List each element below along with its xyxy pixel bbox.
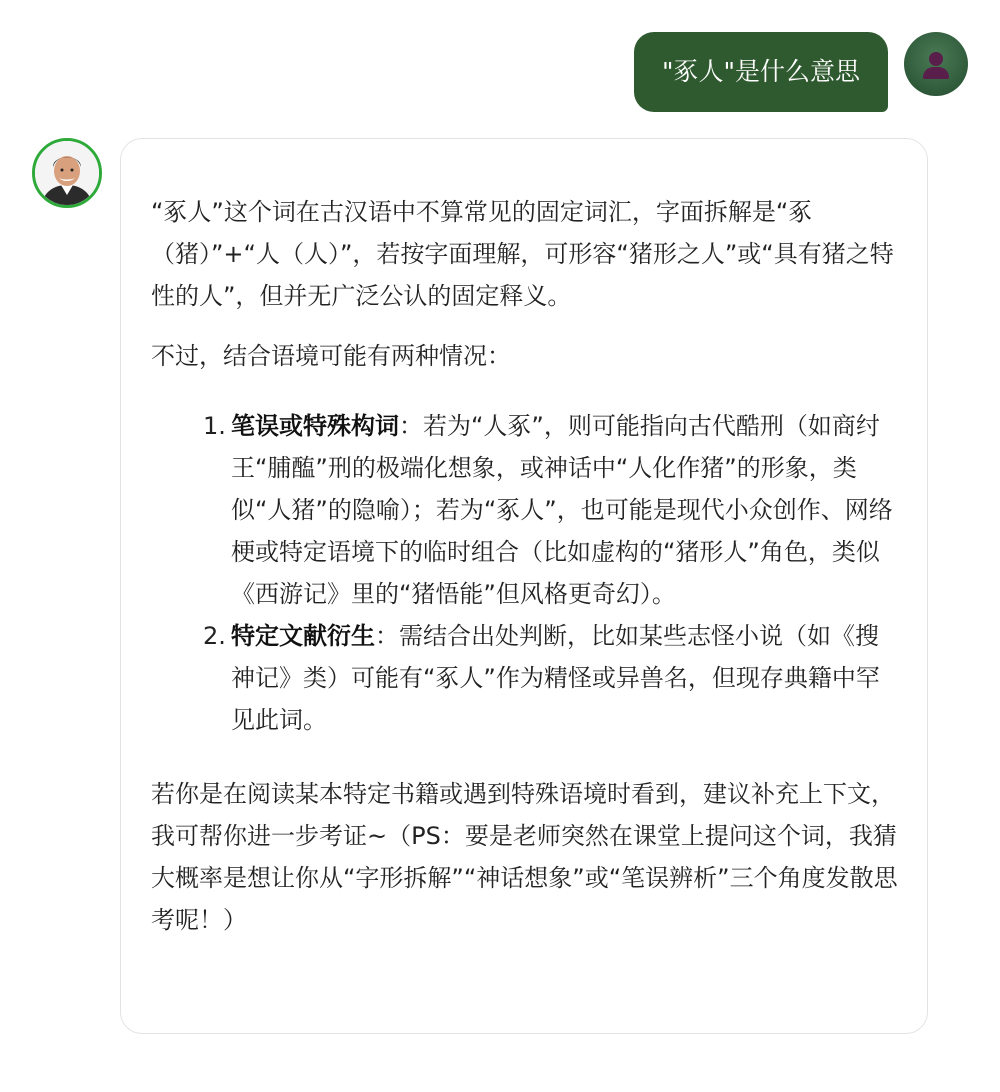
user-avatar-shoulders — [923, 67, 949, 79]
answer-list — [151, 405, 899, 741]
list-item-text: ：若为“人豖”，则可能指向古代酷刑（如商纣王“脯醢”刑的极端化想象，或神话中“人化作猪”的形象，类似“人猪”的隐喻）；若为“豖人”，也可能是现代小众创作、网络梗或特定语境下的临时组合（比如虚构的“猪形人”角色，类似《西游记》里的“猪悟能”但风格更奇幻）。 — [231, 412, 893, 608]
assistant-avatar[interactable] — [32, 138, 102, 208]
user-message-row — [634, 32, 968, 112]
list-item-title: 笔误或特殊构词 — [231, 412, 399, 440]
user-message-bubble — [634, 32, 888, 112]
user-avatar-icon[interactable] — [904, 32, 968, 96]
list-item-number: 1. — [203, 412, 226, 440]
assistant-avatar-portrait — [35, 141, 99, 205]
answer-paragraph-1: “豖人”这个词在古汉语中不算常见的固定词汇，字面拆解是“豖（猪）”+“人（人）”，若按字面理解，可形容“猪形之人”或“具有猪之特性的人”，但并无广泛公认的固定释义。 — [151, 198, 894, 310]
list-item-text: ：需结合出处判断，比如某些志怪小说（如《搜神记》类）可能有“豖人”作为精怪或异兽名，但现存典籍中罕见此词。 — [231, 622, 880, 734]
answer-paragraph-2: 不过，结合语境可能有两种情况： — [151, 342, 511, 370]
user-message-text: "豖人"是什么意思 — [662, 57, 860, 86]
list-item-number: 2. — [203, 622, 226, 650]
answer-paragraph-3: 若你是在阅读某本特定书籍或遇到特殊语境时看到，建议补充上下文，我可帮你进一步考证~（PS：要是老师突然在课堂上提问这个词，我猜大概率是想让你从“字形拆解”“神话想象”或“笔误辨析”三个角度发散思考呢！） — [151, 780, 898, 934]
list-item-title: 特定文献衍生 — [231, 622, 375, 650]
list-item — [203, 615, 899, 741]
user-avatar-head — [929, 52, 943, 66]
list-item — [203, 405, 899, 615]
assistant-message-card — [120, 138, 928, 1034]
